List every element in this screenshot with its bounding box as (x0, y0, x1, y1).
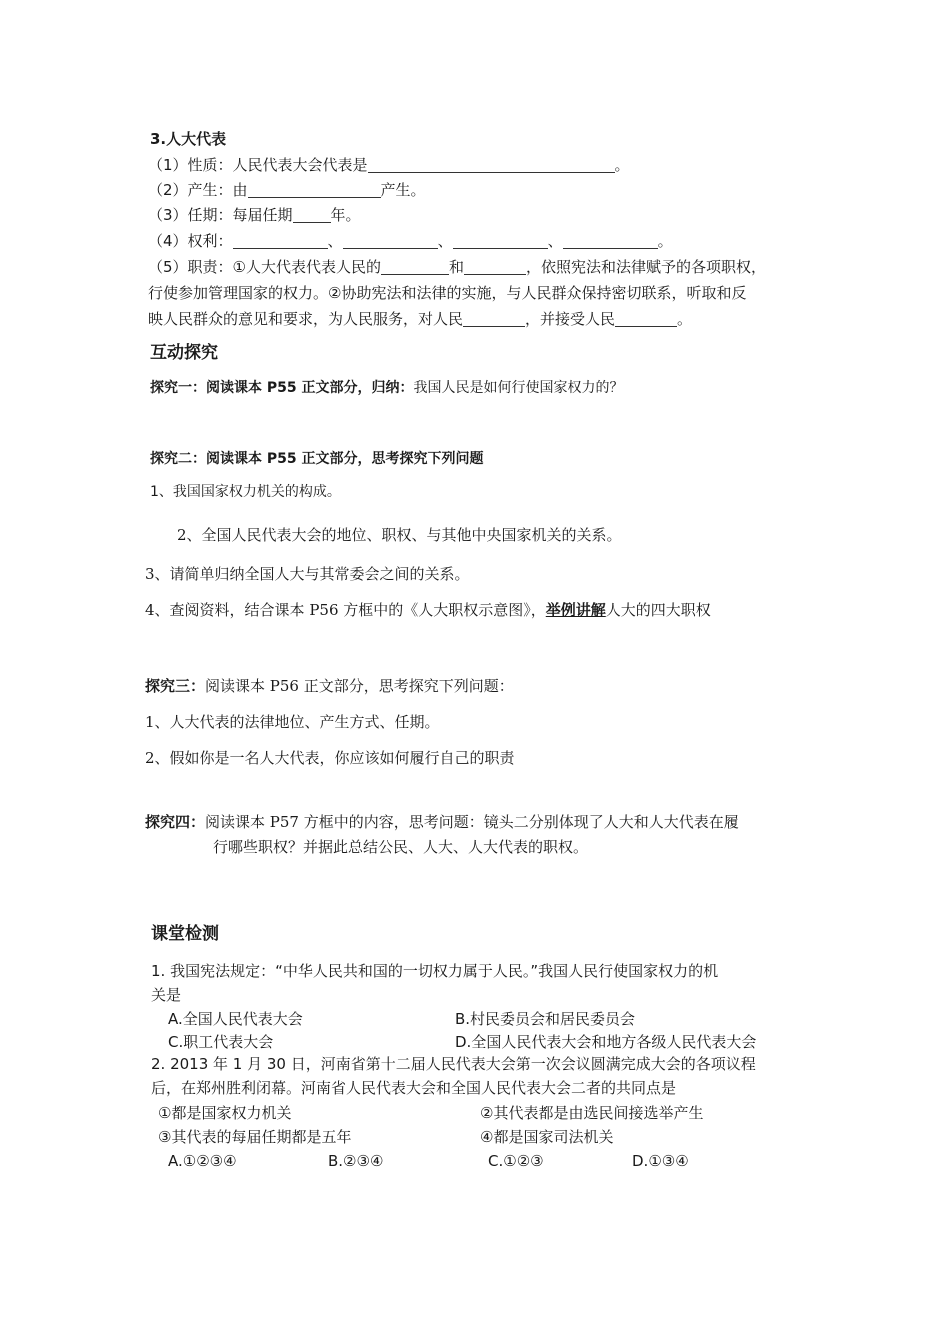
blank-right-1[interactable] (233, 232, 328, 249)
inquiry-4-line-2: 行哪些职权？并据此总结公民、人大、人大代表的职权。 (213, 838, 589, 856)
question-2-option-a: A.①②③④ (168, 1152, 237, 1170)
question-1-line-2: 关是 (151, 986, 182, 1004)
question-2-option-c: C.①②③ (488, 1152, 544, 1170)
blank-duty-1[interactable] (381, 258, 449, 275)
section-title-deputies: 3.人大代表 (150, 130, 227, 148)
blank-term[interactable] (293, 206, 331, 223)
inquiry-2-item-2: 2、全国人民代表大会的地位、职权、与其他中央国家机关的关系。 (177, 526, 622, 544)
inquiry-4-line-1: 探究四：阅读课本 P57 方框中的内容，思考问题：镜头二分别体现了人大和人大代表在履 (145, 813, 739, 831)
question-2-item-1: ①都是国家权力机关 (158, 1104, 292, 1122)
question-2-line-2: 后，在郑州胜利闭幕。河南省人民代表大会和全国人民代表大会二者的共同点是 (151, 1079, 677, 1097)
heading-interactive: 互动探究 (150, 343, 218, 363)
question-1-option-a: A.全国人民代表大会 (168, 1010, 303, 1028)
question-2-item-3: ③其代表的每届任期都是五年 (158, 1128, 352, 1146)
question-1-option-d: D.全国人民代表大会和地方各级人民代表大会 (455, 1033, 757, 1051)
blank-right-2[interactable] (343, 232, 438, 249)
line-term: （3）任期：每届任期 年。 (148, 206, 361, 224)
line-duties-3: 映人民群众的意见和要求，为人民服务，对人民 ，并接受人民 。 (148, 310, 693, 328)
blank-right-3[interactable] (453, 232, 548, 249)
line-nature: （1）性质：人民代表大会代表是 。 (148, 156, 630, 174)
question-2-option-d: D.①③④ (632, 1152, 689, 1170)
blank-duty-3[interactable] (463, 310, 525, 327)
blank-right-4[interactable] (563, 232, 658, 249)
inquiry-2-title: 探究二：阅读课本 P55 正文部分，思考探究下列问题 (150, 451, 484, 467)
question-1-option-b: B.村民委员会和居民委员会 (455, 1010, 636, 1028)
inquiry-2-item-4: 4、查阅资料，结合课本 P56 方框中的《人大职权示意图》，举例讲解人大的四大职权 (145, 601, 711, 619)
line-rights: （4）权利： 、 、 、 。 (148, 232, 673, 250)
blank-election[interactable] (248, 181, 381, 198)
inquiry-2-item-3: 3、请简单归纳全国人大与其常委会之间的关系。 (145, 565, 470, 583)
question-2-item-2: ②其代表都是由选民间接选举产生 (480, 1104, 704, 1122)
question-1-line-1: 1. 我国宪法规定：“中华人民共和国的一切权力属于人民。”我国人民行使国家权力的机 (151, 962, 719, 980)
question-2-item-4: ④都是国家司法机关 (480, 1128, 614, 1146)
line-election: （2）产生：由 产生。 (148, 181, 426, 199)
inquiry-1: 探究一：阅读课本 P55 正文部分，归纳：我国人民是如何行使国家权力的？ (150, 380, 624, 396)
inquiry-3-item-1: 1、人大代表的法律地位、产生方式、任期。 (145, 713, 440, 731)
question-2-option-b: B.②③④ (328, 1152, 384, 1170)
blank-duty-4[interactable] (615, 310, 677, 327)
blank-duty-2[interactable] (464, 258, 526, 275)
inquiry-2-item-1: 1、我国国家权力机关的构成。 (150, 484, 341, 500)
heading-class-test: 课堂检测 (151, 924, 219, 944)
inquiry-3-item-2: 2、假如你是一名人大代表，你应该如何履行自己的职责 (145, 749, 515, 767)
question-1-option-c: C.职工代表大会 (168, 1033, 274, 1051)
blank-nature[interactable] (368, 156, 615, 173)
line-duties-2: 行使参加管理国家的权力。②协助宪法和法律的实施，与人民群众保持密切联系，听取和反 (148, 284, 747, 302)
question-2-line-1: 2. 2013 年 1 月 30 日，河南省第十二届人民代表大会第一次会议圆满完成大会的各项议程 (151, 1055, 756, 1073)
line-duties-1: （5）职责：①人大代表代表人民的 和 ，依照宪法和法律赋予的各项职权， (148, 258, 767, 276)
inquiry-3-title: 探究三：阅读课本 P56 正文部分，思考探究下列问题： (145, 677, 514, 695)
